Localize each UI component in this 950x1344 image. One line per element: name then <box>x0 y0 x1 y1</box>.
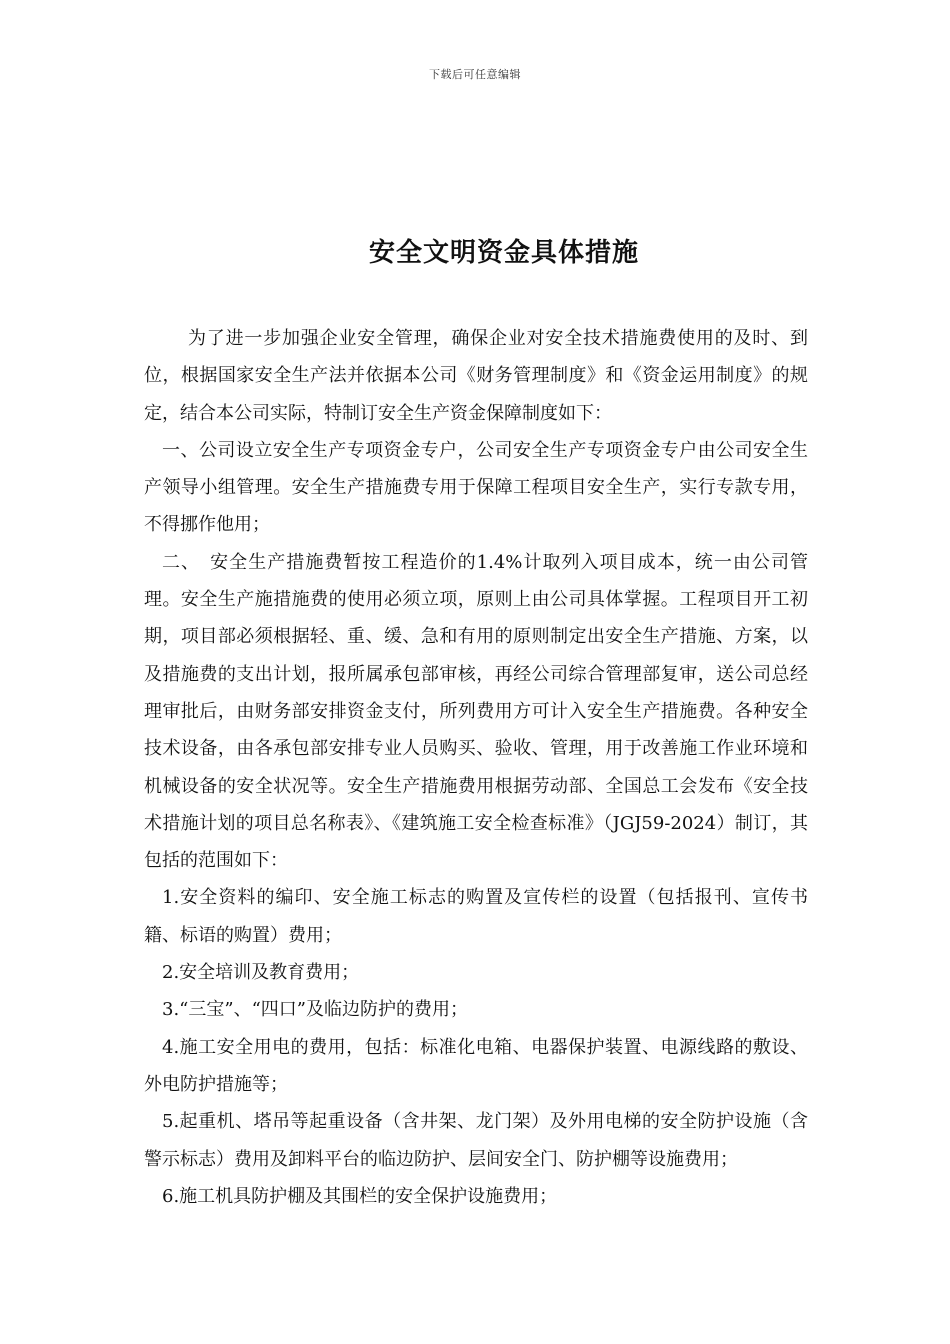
list-item-5: 5.起重机、塔吊等起重设备（含井架、龙门架）及外用电梯的安全防护设施（含警示标志）费用及卸料平台的临边防护、层间安全门、防护棚等设施费用； <box>144 1111 808 1170</box>
clause-one-paragraph: 一、公司设立安全生产专项资金专户，公司安全生产专项资金专户由公司安全生产领导小组管理。安全生产措施费专用于保障工程项目安全生产，实行专款专用，不得挪作他用； <box>144 439 808 536</box>
list-item-2: 2.安全培训及教育费用； <box>162 962 360 984</box>
list-item-3: 3.“三宝”、“四口”及临边防护的费用； <box>162 999 468 1021</box>
header-note: 下载后可任意编辑 <box>429 68 521 81</box>
list-item-1: 1.安全资料的编印、安全施工标志的购置及宣传栏的设置（包括报刊、宣传书籍、标语的购置）费用； <box>144 887 808 946</box>
document-body <box>144 320 808 1215</box>
clause-two-paragraph: 二、 安全生产措施费暂按工程造价的1.4%计取列入项目成本，统一由公司管理。安全生产施措施费的使用必须立项，原则上由公司具体掌握。工程项目开工初期，项目部必须根据轻、重、缓、急和有用的原则制定出安全生产措施、方案，以及措施费的支出计划，报所属承包部审核，再经公司综合管理部复审，送公司总经理审批后，由财务部安排资金支付，所列费用方可计入安全生产措施费。各种安全技术设备，由各承包部安排专业人员购买、验收、管理，用于改善施工作业环境和机械设备的安全状况等。安全生产措施费用根据劳动部、全国总工会发布《安全技术措施计划的项目总名称表》、《建筑施工安全检查标准》（JGJ59-2024）制订，其包括的范围如下： <box>144 551 808 872</box>
intro-paragraph: 为了进一步加强企业安全管理，确保企业对安全技术措施费使用的及时、到位，根据国家安全生产法并依据本公司《财务管理制度》和《资金运用制度》的规定，结合本公司实际，特制订安全生产资金保障制度如下： <box>144 328 808 424</box>
document-title: 安全文明资金具体措施 <box>368 238 639 268</box>
list-item-6: 6.施工机具防护棚及其围栏的安全保护设施费用； <box>162 1185 558 1207</box>
list-item-4: 4.施工安全用电的费用，包括：标准化电箱、电器保护装置、电源线路的敷设、外电防护措施等； <box>144 1036 808 1095</box>
